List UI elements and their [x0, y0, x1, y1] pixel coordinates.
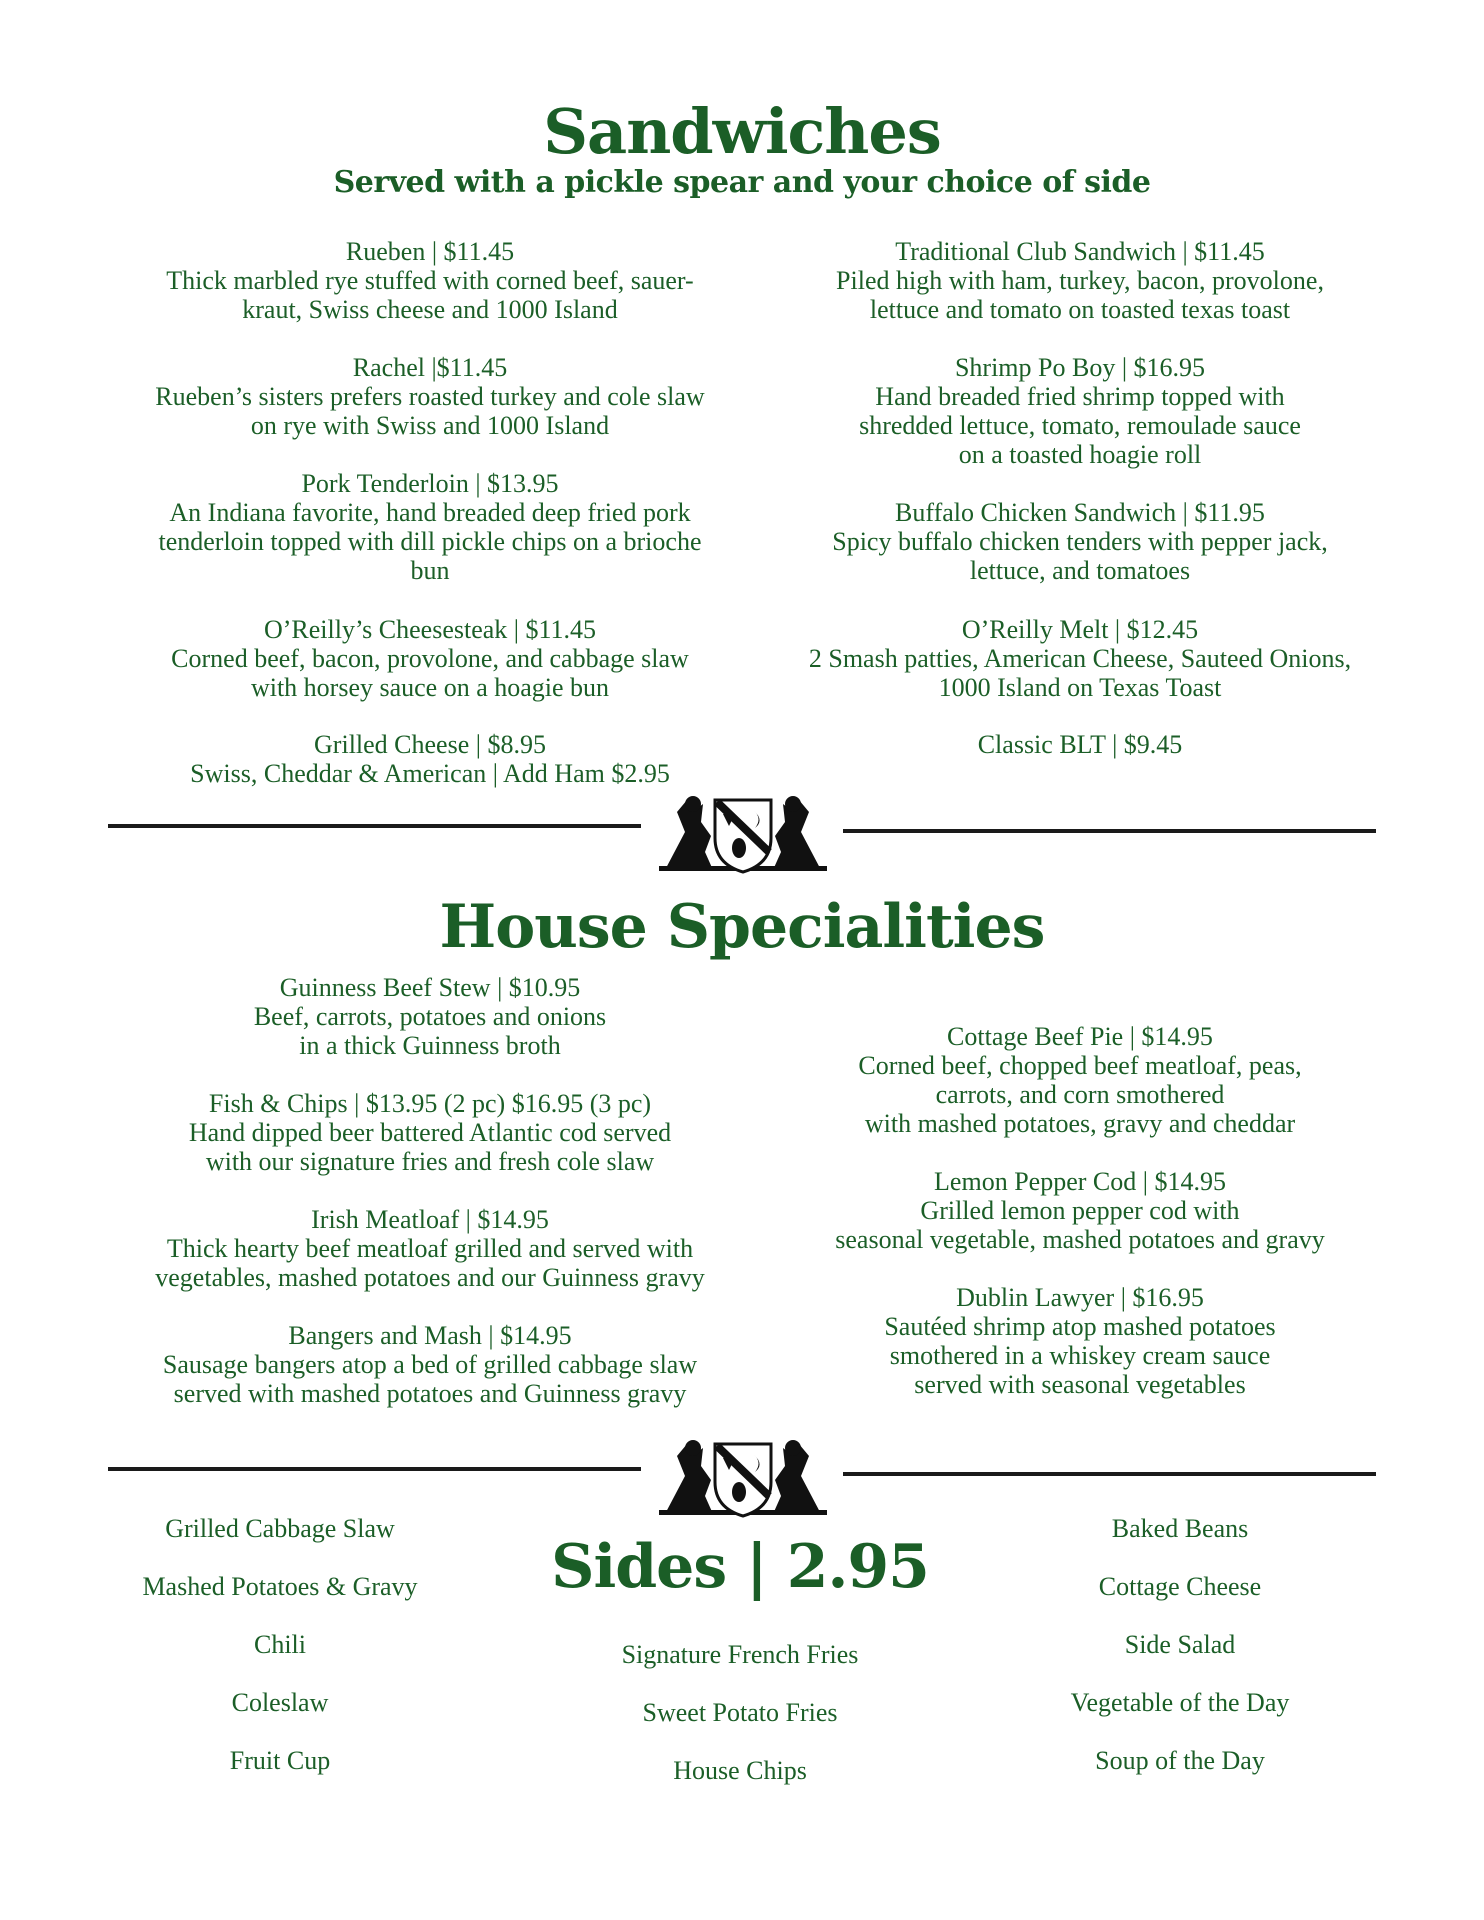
menu-item: [90, 973, 770, 1060]
menu-item-description: with our signature fries and fresh cole slaw: [205, 1147, 655, 1176]
menu-item-description: served with mashed potatoes and Guinness gravy: [173, 1379, 687, 1408]
side-item: Sweet Potato Fries: [642, 1698, 838, 1727]
menu-item: [740, 1283, 1420, 1399]
menu-item-description: carrots, and corn smothered: [935, 1080, 1225, 1109]
side-item: Side Salad: [1124, 1630, 1236, 1659]
menu-item: [740, 1022, 1420, 1138]
menu-item: [740, 353, 1420, 469]
menu-item: [740, 1167, 1420, 1254]
menu-item-description: Grilled lemon pepper cod with: [920, 1196, 1240, 1225]
menu-item-name-price: Pork Tenderloin | $13.95: [301, 469, 559, 498]
menu-item-name-price: Dublin Lawyer | $16.95: [956, 1283, 1204, 1312]
menu-item-name-price: O’Reilly Melt | $12.45: [961, 615, 1199, 644]
menu-item-description: tenderloin topped with dill pickle chips on a brioche: [158, 527, 702, 556]
side-item: Grilled Cabbage Slaw: [165, 1514, 395, 1543]
sandwiches-subtitle: Served with a pickle spear and your choice of side: [333, 165, 1151, 200]
menu-item-name-price: Shrimp Po Boy | $16.95: [954, 353, 1206, 382]
menu-item: [740, 498, 1420, 585]
menu-item: [90, 237, 770, 324]
menu-item: [90, 1205, 770, 1292]
menu-item-description: Sautéed shrimp atop mashed potatoes: [884, 1312, 1276, 1341]
menu-item-name-price: O’Reilly’s Cheesesteak | $11.45: [263, 615, 597, 644]
menu-item-description: vegetables, mashed potatoes and our Guinness gravy: [155, 1263, 705, 1292]
sandwiches-title: Sandwiches: [543, 95, 941, 168]
divider-rule-left: [108, 824, 641, 828]
menu-item-name-price: Buffalo Chicken Sandwich | $11.95: [895, 498, 1265, 527]
menu-item-description: Corned beef, chopped beef meatloaf, peas,: [858, 1051, 1302, 1080]
menu-item-description: seasonal vegetable, mashed potatoes and gravy: [835, 1225, 1325, 1254]
menu-item-name-price: Traditional Club Sandwich | $11.45: [895, 237, 1265, 266]
menu-item-description: in a thick Guinness broth: [299, 1031, 561, 1060]
menu-item: [90, 469, 770, 585]
menu-item-description: Rueben’s sisters prefers roasted turkey and cole slaw: [155, 382, 705, 411]
divider-rule-left-2: [108, 1467, 641, 1471]
crest-icon: [655, 1436, 831, 1518]
side-item: Fruit Cup: [229, 1746, 331, 1775]
menu-item-description: Hand breaded fried shrimp topped with: [875, 382, 1285, 411]
side-item: Soup of the Day: [1095, 1746, 1265, 1775]
menu-item-description: Sausage bangers atop a bed of grilled cabbage slaw: [162, 1350, 698, 1379]
menu-item: [740, 615, 1420, 702]
menu-item-description: Piled high with ham, turkey, bacon, provolone,: [836, 266, 1324, 295]
menu-item-description: 1000 Island on Texas Toast: [938, 673, 1222, 702]
menu-item-description: 2 Smash patties, American Cheese, Sauteed Onions,: [808, 644, 1352, 673]
menu-item-name-price: Irish Meatloaf | $14.95: [311, 1205, 549, 1234]
menu-item-description: kraut, Swiss cheese and 1000 Island: [242, 295, 618, 324]
house-specialities-title: House Specialities: [439, 892, 1045, 962]
menu-item-name-price: Classic BLT | $9.45: [977, 730, 1183, 759]
menu-item-name-price: Cottage Beef Pie | $14.95: [947, 1022, 1213, 1051]
side-item: Chili: [253, 1630, 306, 1659]
menu-item-description: lettuce, and tomatoes: [969, 556, 1191, 585]
menu-item-name-price: Fish & Chips | $13.95 (2 pc) $16.95 (3 pc): [208, 1089, 652, 1118]
menu-item: [90, 1089, 770, 1176]
menu-item: [740, 237, 1420, 324]
menu-item-description: with horsey sauce on a hoagie bun: [250, 673, 610, 702]
sides-title: Sides | 2.95: [551, 1532, 929, 1602]
menu-item-description: Thick marbled rye stuffed with corned beef, sauer-: [166, 266, 694, 295]
menu-item-description: on a toasted hoagie roll: [958, 440, 1202, 469]
menu-item: [90, 730, 770, 788]
menu-item-description: shredded lettuce, tomato, remoulade sauce: [859, 411, 1301, 440]
menu-item-description: An Indiana favorite, hand breaded deep fried pork: [169, 498, 691, 527]
side-item: Mashed Potatoes & Gravy: [142, 1572, 418, 1601]
divider-rule-right-2: [843, 1472, 1376, 1476]
menu-item: [90, 1321, 770, 1408]
menu-item: [90, 353, 770, 440]
side-item: Signature French Fries: [621, 1640, 859, 1669]
side-item: House Chips: [673, 1756, 807, 1785]
menu-item-description: smothered in a whiskey cream sauce: [889, 1341, 1271, 1370]
menu-item-description: Swiss, Cheddar & American | Add Ham $2.95: [190, 759, 670, 788]
menu-item: [740, 730, 1420, 759]
menu-item-description: Corned beef, bacon, provolone, and cabbage slaw: [171, 644, 689, 673]
menu-item-description: Hand dipped beer battered Atlantic cod served: [188, 1118, 672, 1147]
menu-item-name-price: Rachel |$11.45: [352, 353, 508, 382]
menu-item-name-price: Bangers and Mash | $14.95: [288, 1321, 572, 1350]
menu-item-name-price: Guinness Beef Stew | $10.95: [279, 973, 581, 1002]
divider-rule-right: [843, 829, 1376, 833]
crest-icon: [655, 792, 831, 874]
menu-item-description: Spicy buffalo chicken tenders with pepper jack,: [832, 527, 1328, 556]
menu-item-name-price: Rueben | $11.45: [345, 237, 515, 266]
side-item: Baked Beans: [1111, 1514, 1249, 1543]
menu-item-description: Beef, carrots, potatoes and onions: [253, 1002, 607, 1031]
menu-item: [90, 615, 770, 702]
menu-item-description: on rye with Swiss and 1000 Island: [250, 411, 610, 440]
menu-item-description: served with seasonal vegetables: [914, 1370, 1246, 1399]
menu-item-description: bun: [410, 556, 450, 585]
side-item: Coleslaw: [231, 1688, 329, 1717]
side-item: Cottage Cheese: [1098, 1572, 1262, 1601]
menu-item-name-price: Lemon Pepper Cod | $14.95: [934, 1167, 1226, 1196]
menu-item-description: with mashed potatoes, gravy and cheddar: [864, 1109, 1296, 1138]
side-item: Vegetable of the Day: [1070, 1688, 1290, 1717]
menu-item-name-price: Grilled Cheese | $8.95: [314, 730, 546, 759]
menu-item-description: Thick hearty beef meatloaf grilled and served with: [166, 1234, 694, 1263]
menu-item-description: lettuce and tomato on toasted texas toast: [869, 295, 1291, 324]
